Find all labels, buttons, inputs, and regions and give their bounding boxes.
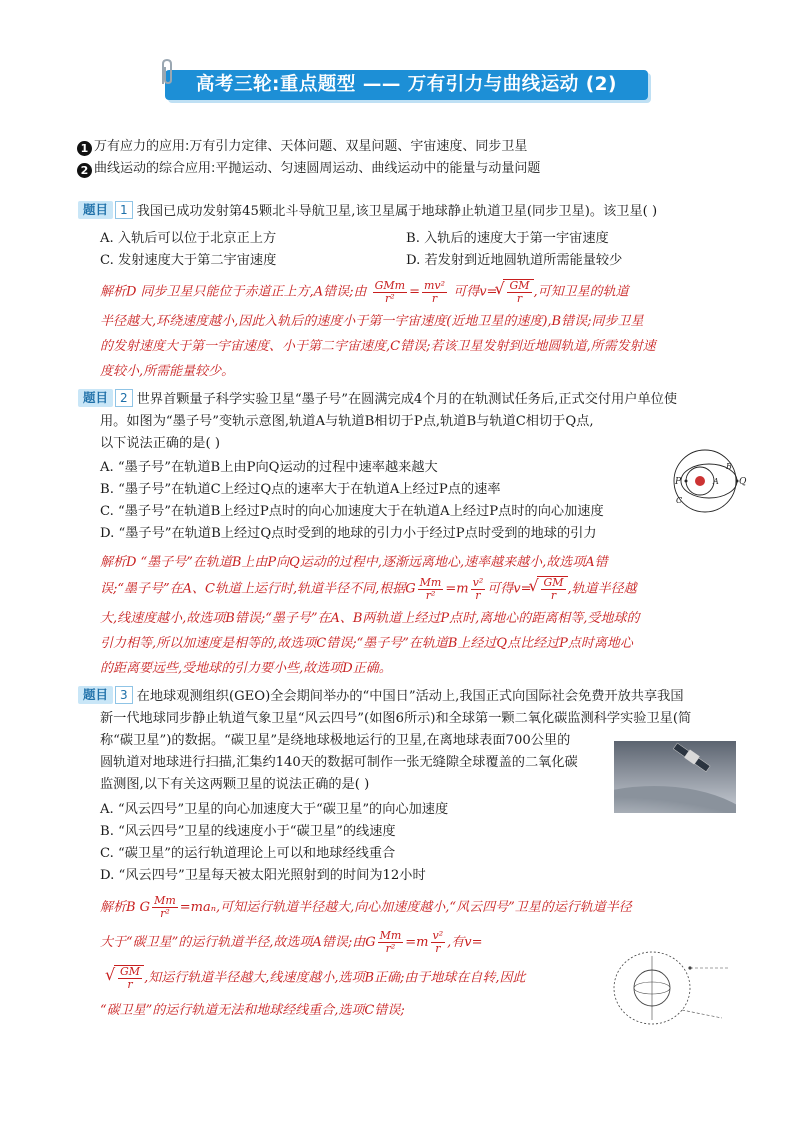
q1-solution-line-1: 解析D 同步卫星只能位于赤道正上方,A错误;由 $\frac{\text{GMm}}{\text{r²}}$ = $\frac{\text{mv²}}{r}$ 可得v= √ $\frac{GM}{r}$ ,可知卫星的轨道 [100,279,744,305]
q1-option-b: B. 入轨后的速度大于第一宇宙速度 [406,231,609,246]
q1-option-a: A. 入轨后可以位于北京正上方 [100,231,277,246]
question-3-stem-3: 称“碳卫星”)的数据。“碳卫星”是绕地球极地运行的卫星,在离地球表面700公里的 [100,733,571,748]
q1-fraction-1 [373,280,407,305]
question-2-stem-2: 用。如图为“墨子号”变轨示意图,轨道A与轨道B相切于P点,轨道B与轨道C相切于Q点, [100,414,594,429]
frac-num: Mm [379,929,402,942]
question-1-label: 题目 [78,201,113,219]
label-q: Q [739,477,747,487]
q2-solution-text: ,轨道半径越 [567,581,637,597]
q2-solution-line-2 [100,576,744,602]
question-2-stem-1 [78,389,724,411]
question-1-stem [78,201,724,223]
frac-den: r [127,978,133,991]
question-3-stem-5: 监测图,以下有关这两颗卫星的说法正确的是( ) [100,777,370,792]
frac-den: r [435,942,441,955]
q1-option-c: C. 发射速度大于第二宇宙速度 [100,253,277,268]
q1-solution-line-2: 半径越大,环绕速度越小,因此入轨后的速度小于第一宇宙速度(近地卫星的速度),B错误;同步卫星 [100,314,644,329]
title-banner [165,66,650,102]
question-3-number: 3 [115,686,133,704]
q1-solution-line-3: 的发射速度大于第一宇宙速度、小于第二宇宙速度,C错误;若该卫星发射到近地圆轨道,所需发射速 [100,339,656,354]
q2-sqrt [537,576,567,602]
q2-fraction-2 [471,577,486,602]
q3-fraction-2 [378,930,404,955]
q3-solution-text: 解析B G [100,900,151,915]
satellite-photo [614,741,736,813]
frac-num: v² [472,575,484,589]
q3-option-c: C. “碳卫星”的运行轨道理论上可以和地球经线重合 [100,846,396,861]
q1-solution-text: 解析D 同步卫星只能位于赤道正上方,A错误;由 [100,284,367,300]
q1-solution-line-4: 度较小,所需能量较少。 [100,364,235,379]
paperclip-icon [155,58,185,88]
question-2-label: 题目 [78,389,113,407]
topic-1 [77,135,527,156]
frac-den: r² [425,588,436,602]
topic-1-text: 万有应力的应用:万有引力定律、天体问题、双星问题、宇宙速度、同步卫星 [94,139,528,154]
question-3-stem-4: 圆轨道对地球进行扫描,汇集约140天的数据可制作一张无缝隙全球覆盖的二氧化碳 [100,755,578,770]
frac-den: r [516,292,523,305]
page-title: 高考三轮:重点题型 —— 万有引力与曲线运动 (2) [195,74,617,95]
frac-den: r [550,589,557,602]
q3-solution-text: =maₙ,可知运行轨道半径越大,向心加速度越小,“风云四号”卫星的运行轨道半径 [179,900,632,915]
orbit-diagram [662,448,748,514]
q3-option-a: A. “风云四号”卫星的向心加速度大于“碳卫星”的向心加速度 [100,802,449,817]
question-3-stem-1 [78,686,724,708]
q1-option-d: D. 若发射到近地圆轨道所需能量较少 [406,253,623,268]
q1-solution-text: ,可知卫星的轨道 [533,284,629,300]
frac-den: r [431,291,438,305]
q3-fraction-3 [431,930,446,955]
frac-num: v² [432,929,444,942]
q2-solution-text: =m [445,581,469,597]
q3-solution-line-4: “碳卫星”的运行轨道无法和地球经线重合,选项C错误; [100,1003,405,1018]
q3-option-d: D. “风云四号”卫星每天被太阳光照射到的时间为12小时 [100,868,426,883]
q2-solution-line-3: 大,线速度越小,故选项B错误;“墨子号”在A、B两轨道上经过P点时,离地心的距离相等,受地球的 [100,611,640,626]
frac-den: r² [385,942,396,955]
frac-num: √ GM [543,576,564,589]
topic-2 [77,157,540,178]
q3-solution-line-1 [100,895,744,920]
q3-solution-line-3 [108,965,619,991]
frac-num: Mm [154,894,176,907]
question-2-number: 2 [115,389,133,407]
q3-solution-text: ,知运行轨道半径越大,线速度越小,选项B正确;由于地球在自转,因此 [144,970,526,986]
q3-solution-text: ,有v= [447,935,483,950]
frac-num: √ GM [509,279,530,292]
q2-solution-text: 可得v= [487,581,532,597]
question-3-stem-2: 新一代地球同步静止轨道气象卫星“风云四号”(如图6所示)和全球第一颗二氧化碳监测科学实验卫星(简 [100,711,692,726]
q2-solution-line-4: 引力相等,所以加速度是相等的,故选项C错误;“墨子号”在轨道B上经过Q点比经过P点时离地心 [100,636,633,651]
frac-den: r² [160,907,170,920]
label-c: C [676,496,683,505]
q2-solution-line-1: 解析D “墨子号”在轨道B上由P向Q运动的过程中,逐渐远离地心,速率越来越小,故选项A错 [100,555,608,570]
label-p: P [675,477,682,487]
q3-fraction-4 [118,966,142,991]
frac-num: mv² [424,278,446,292]
topic-2-number: 2 [77,163,92,178]
q1-fraction-2 [422,280,447,305]
q2-option-b: B. “墨子号”在轨道C上经过Q点的速率大于在轨道A上经过P点的速率 [100,482,501,497]
q2-fraction-3 [541,577,565,602]
q3-solution-text: =m [405,935,429,950]
question-1-text: 我国已成功发射第45颗北斗导航卫星,该卫星属于地球静止轨道卫星(同步卫星)。该卫星( ) [136,204,658,219]
frac-num: GMm [374,278,406,292]
q1-fraction-3 [507,280,531,305]
topic-1-number: 1 [77,141,92,156]
q2-solution-text: 误;“墨子号”在A、C轨道上运行时,轨道半径不同,根据G [100,581,416,597]
q2-solution-line-5: 的距离要远些,受地球的引力要小些,故选项D正确。 [100,661,392,676]
question-3-text: 在地球观测组织(GEO)全会期间举办的“中国日”活动上,我国正式向国际社会免费开放共享我国 [136,689,684,704]
question-3-label: 题目 [78,686,113,704]
label-a: A [713,477,719,486]
question-2-text: 世界首颗量子科学实验卫星“墨子号”在圆满完成4个月的在轨测试任务后,正式交付用户单位使 [136,392,678,407]
q3-option-b: B. “风云四号”卫星的线速度小于“碳卫星”的线速度 [100,824,396,839]
q2-fraction-1 [418,577,444,602]
topic-2-text: 曲线运动的综合应用:平抛运动、匀速圆周运动、曲线运动中的能量与动量问题 [94,161,541,176]
label-b: B [726,462,732,471]
question-1-number: 1 [115,201,133,219]
q2-option-d: D. “墨子号”在轨道B上经过Q点时受到的地球的引力小于经过P点时受到的地球的引力 [100,526,597,541]
q1-solution-text: 可得v= [453,284,498,300]
q3-fraction-1 [152,895,178,920]
frac-num: Mm [419,575,442,589]
question-2-stem-3: 以下说法正确的是( ) [100,436,220,451]
frac-den: r [475,588,481,602]
frac-num: √ GM [120,965,141,978]
q2-option-a: A. “墨子号”在轨道B上由P向Q运动的过程中速率越来越大 [100,460,438,475]
q1-sqrt [503,279,533,305]
earth-orbit-sketch [612,948,732,1034]
q3-sqrt [114,965,144,991]
q3-solution-text: 大于“碳卫星”的运行轨道半径,故选项A错误;由G [100,935,376,950]
frac-den: r² [385,291,395,305]
q2-option-c: C. “墨子号”在轨道B上经过P点时的向心加速度大于在轨道A上经过P点时的向心加速度 [100,504,604,519]
